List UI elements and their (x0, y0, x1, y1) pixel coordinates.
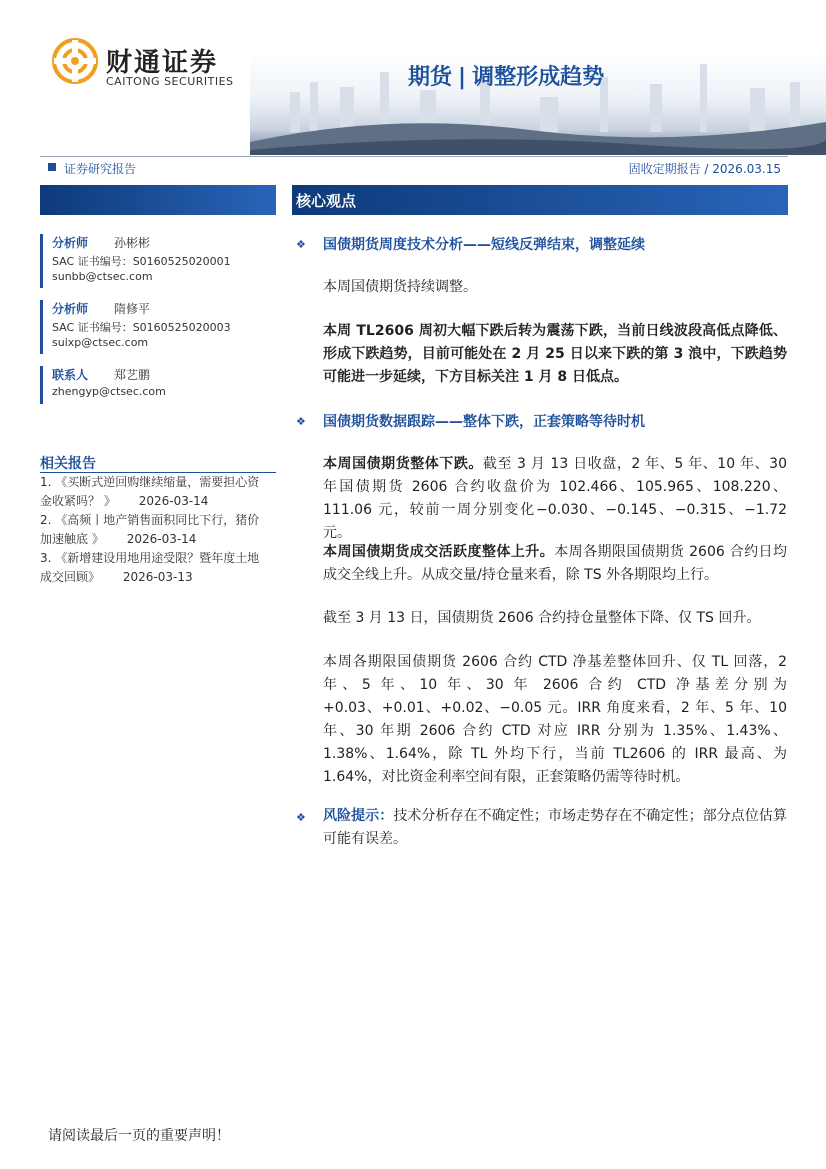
sidebar-header-bar (40, 185, 276, 215)
title-left: 期货 (408, 65, 453, 90)
analyst-name: 孙彬彬 (114, 236, 151, 250)
diamond-bullet-icon: ❖ (296, 415, 306, 428)
risk-paragraph (323, 805, 787, 851)
analyst-email[interactable]: sunbb@ctsec.com (52, 270, 153, 283)
contact-card (40, 366, 276, 404)
analyst-role: 分析师 (52, 302, 89, 316)
paragraph-lead: 本周国债期货成交活跃度整体上升。 (323, 544, 555, 560)
title-right: 调整形成趋势 (472, 65, 605, 90)
logo-chinese-name: 财通证券 (106, 48, 219, 78)
paragraph-body: 截至 3 月 13 日收盘，2 年、5 年、10 年、30 年国债期货 2606 合约收盘价为 102.466、105.965、108.220、111.06 元，较前一周分别变化−0.030、−0.145、−0.315、−1.72 元。 (323, 456, 787, 541)
section-heading: 国债期货周度技术分析——短线反弹结束，调整延续 (323, 237, 645, 253)
diamond-bullet-icon: ❖ (296, 238, 306, 251)
related-report-link[interactable] (40, 473, 280, 511)
contact-role: 联系人 (52, 368, 89, 382)
contact-accent-bar (40, 366, 43, 404)
report-title (408, 60, 604, 91)
related-report-line1: 2. 《高频丨地产销售面积同比下行，猪价 (40, 513, 260, 527)
analyst-card (40, 300, 276, 354)
header-divider (40, 156, 788, 157)
title-separator: | (458, 65, 467, 90)
caitong-logo-icon (52, 38, 98, 84)
section-paragraph-bold: 本周 TL2606 周初大幅下跌后转为震荡下跌，当前日线波段高低点降低、形成下跌趋势，目前可能处在 2 月 25 日以来下跌的第 3 浪中，下跌趋势可能进一步延续，下方目标关注 1 月 8 日低点。 (323, 323, 787, 385)
disclaimer-footer: 请阅读最后一页的重要声明！ (48, 1128, 230, 1144)
related-report-line2: 成交回顾》 2026-03-13 (40, 570, 193, 584)
analyst-accent-bar (40, 300, 43, 354)
diamond-bullet-icon: ❖ (296, 811, 306, 824)
paragraph-body: 本周各期限国债期货 2606 合约日均成交全线上升。从成交量/持仓量来看，除 TS 外各期限均上行。 (323, 544, 788, 583)
analyst-sac: SAC 证书编号：S0160525020001 (52, 255, 231, 268)
contact-name: 郑艺鹏 (114, 368, 151, 382)
risk-label: 风险提示： (323, 808, 394, 824)
section-paragraph (323, 541, 787, 587)
related-report-link[interactable] (40, 549, 280, 587)
related-report-line1: 3. 《新增建设用地用途受限？暨年度土地 (40, 551, 260, 565)
related-report-line2: 加速触底 》 2026-03-14 (40, 532, 197, 546)
section-paragraph: 本周各期限国债期货 2606 合约 CTD 净基差整体回升、仅 TL 回落，2 年、5 年、10 年、30 年 2606 合约 CTD 净基差分别为+0.03、+0.01、+0.02、−0.05 元。IRR 角度来看，2 年、5 年、10 年、30 年期 2606 合约 CTD 对应 IRR 分别为 1.35%、1.43%、1.38%、1.64%，除 TL 外均下行，当前 TL2606 的 IRR 最高、为 1.64%，对比资金利率空间有限，正套策略仍需等待时机。 (323, 654, 787, 785)
report-type-date: 固收定期报告 / 2026.03.15 (628, 162, 781, 176)
report-category: 证券研究报告 (64, 162, 137, 176)
core-view-bar (292, 185, 788, 215)
related-report-link[interactable] (40, 511, 280, 549)
section-paragraph: 本周国债期货持续调整。 (323, 279, 477, 295)
analyst-sac: SAC 证书编号：S0160525020003 (52, 321, 231, 334)
category-square-icon (48, 163, 56, 171)
related-report-line2: 金收紧吗？ 》 2026-03-14 (40, 494, 209, 508)
analyst-role: 分析师 (52, 236, 89, 250)
section-heading: 国债期货数据跟踪——整体下跌，正套策略等待时机 (323, 414, 645, 430)
analyst-accent-bar (40, 234, 43, 288)
related-reports-title: 相关报告 (40, 456, 96, 472)
analyst-name: 隋修平 (114, 302, 151, 316)
section-paragraph: 截至 3 月 13 日，国债期货 2606 合约持仓量整体下降、仅 TS 回升。 (323, 610, 761, 626)
analyst-card (40, 234, 276, 288)
analyst-email[interactable]: suixp@ctsec.com (52, 336, 149, 349)
risk-text: 技术分析存在不确定性；市场走势存在不确定性；部分点位估算可能有误差。 (323, 808, 787, 847)
logo-english-name: CAITONG SECURITIES (106, 75, 234, 88)
core-view-title: 核心观点 (296, 192, 357, 210)
related-report-line1: 1. 《买断式逆回购继续缩量，需要担心资 (40, 475, 260, 489)
paragraph-lead: 本周国债期货整体下跌。 (323, 456, 483, 472)
section-paragraph (323, 453, 787, 545)
contact-email[interactable]: zhengyp@ctsec.com (52, 385, 166, 398)
